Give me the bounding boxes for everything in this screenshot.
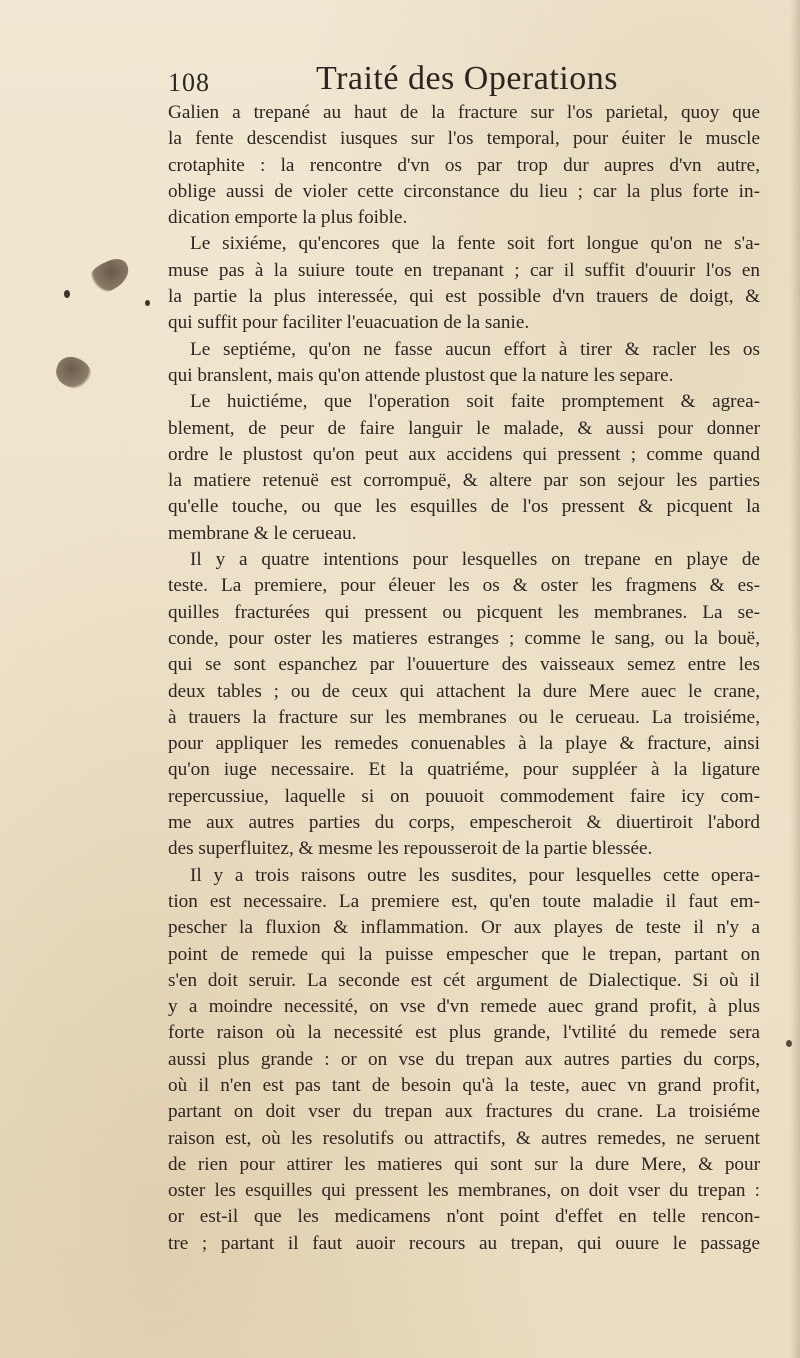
text-line: point de remede qui la puisse empescher que le trepan, partant on [168, 943, 760, 965]
text-line: dication emporte la plus foible. [168, 207, 408, 229]
text-line: Le septiéme, qu'on ne fasse aucun effort à tirer & racler les os [190, 338, 760, 360]
text-line: qu'elle touche, ou que les esquilles de l'os pressent & picquent la [168, 496, 760, 518]
text-line: la matiere retenuë est corrompuë, & altere par son sejour les parties [168, 470, 760, 492]
text-line: or est-il que les medicamens n'ont point d'effet en telle rencon- [168, 1206, 760, 1228]
text-line: conde, pour oster les matieres estranges ; comme le sang, ou la bouë, [168, 627, 760, 649]
page-header [168, 60, 768, 100]
text-line: pescher la fluxion & inflammation. Or aux playes de teste il n'y a [168, 917, 760, 939]
running-title: Traité des Operations [316, 60, 618, 97]
text-line: Galien a trepané au haut de la fracture sur l'os parietal, quoy que [168, 102, 760, 123]
text-line: y a moindre necessité, on vse d'vn remede auec grand profit, à plus [168, 996, 760, 1018]
text-line: forte raison où la necessité est plus grande, l'vtilité du remede sera [168, 1022, 760, 1044]
text-line: qui suffit pour faciliter l'euacuation de la sanie. [168, 312, 530, 334]
text-line: quilles fracturées qui pressent ou picquent les membranes. La se- [168, 601, 760, 623]
text-line: me aux autres parties du corps, empescheroit & diuertiroit l'abord [168, 812, 760, 834]
text-line: de rien pour attirer les matieres qui sont sur la dure Mere, & pour [168, 1153, 760, 1175]
text-line: crotaphite : la rencontre d'vn os par trop dur aupres d'vn autre, [168, 154, 760, 176]
text-line: où il n'en est pas tant de besoin qu'à la teste, auec vn grand profit, [168, 1074, 760, 1096]
ink-stain-mark [52, 353, 96, 394]
text-line: pour appliquer les remedes conuenables à la playe & fracture, ainsi [168, 733, 760, 755]
text-line: la partie la plus interessée, qui est possible d'vn trauers de doigt, & [168, 286, 760, 308]
text-line: teste. La premiere, pour éleuer les os & oster les fragmens & es- [168, 575, 760, 597]
text-line: Il y a trois raisons outre les susdites, pour lesquelles cette opera- [190, 864, 760, 886]
text-line: raison est, où les resolutifs ou attractifs, & autres remedes, ne seruent [168, 1127, 760, 1149]
text-line: des superfluitez, & mesme les repousseroit de la partie blessée. [168, 838, 653, 860]
text-line: ordre le plustost qu'on peut aux accidens qui pressent ; comme quand [168, 443, 760, 465]
text-line: oblige aussi de violer cette circonstance du lieu ; car la plus forte in- [168, 180, 760, 202]
text-line: muse pas à la suiure toute en trepanant ; car il suffit d'ouurir l'os en [168, 259, 760, 281]
text-line: tre ; partant il faut auoir recours au trepan, qui ouure le passage [168, 1232, 760, 1254]
page-gutter-shadow [790, 0, 800, 1358]
text-line: Le sixiéme, qu'encores que la fente soit fort longue qu'on ne s'a- [190, 233, 760, 255]
text-line: Le huictiéme, que l'operation soit faite promptement & agrea- [190, 391, 760, 413]
text-line: aussi plus grande : or on vse du trepan aux autres parties du corps, [168, 1048, 760, 1070]
page-number: 108 [168, 68, 210, 97]
text-line: deux tables ; ou de ceux qui attachent la dure Mere auec le crane, [168, 680, 760, 702]
body-text [168, 100, 760, 1257]
ink-dot-mark [786, 1040, 792, 1047]
ink-stain-mark [84, 254, 134, 297]
text-line: s'en doit seruir. La seconde est cét argument de Dialectique. Si où il [168, 969, 760, 991]
text-line: tion est necessaire. La premiere est, qu'en toute maladie il faut em- [168, 890, 760, 912]
text-line: oster les esquilles qui pressent les membranes, on doit vser du trepan : [168, 1180, 760, 1202]
text-line: membrane & le cerueau. [168, 522, 357, 544]
text-line: partant on doit vser du trepan aux fractures du crane. La troisiéme [168, 1101, 760, 1123]
text-line: la fente descendist iusques sur l'os temporal, pour éuiter le muscle [168, 128, 760, 150]
text-line: qui se sont espanchez par l'ouuerture des vaisseaux semez entre les [168, 654, 760, 676]
ink-dot-mark [145, 300, 150, 306]
text-line: à trauers la fracture sur les membranes ou le cerueau. La troisiéme, [168, 706, 760, 728]
text-line: blement, de peur de faire languir le malade, & aussi pour donner [168, 417, 760, 439]
text-line: repercussiue, laquelle si on pouuoit commodement faire icy com- [168, 785, 760, 807]
text-line: Il y a quatre intentions pour lesquelles on trepane en playe de [190, 549, 760, 571]
text-line: qui branslent, mais qu'on attende plustost que la nature les separe. [168, 364, 674, 386]
ink-dot-mark [64, 290, 70, 298]
text-line: qu'on iuge necessaire. Et la quatriéme, pour suppléer à la ligature [168, 759, 760, 781]
